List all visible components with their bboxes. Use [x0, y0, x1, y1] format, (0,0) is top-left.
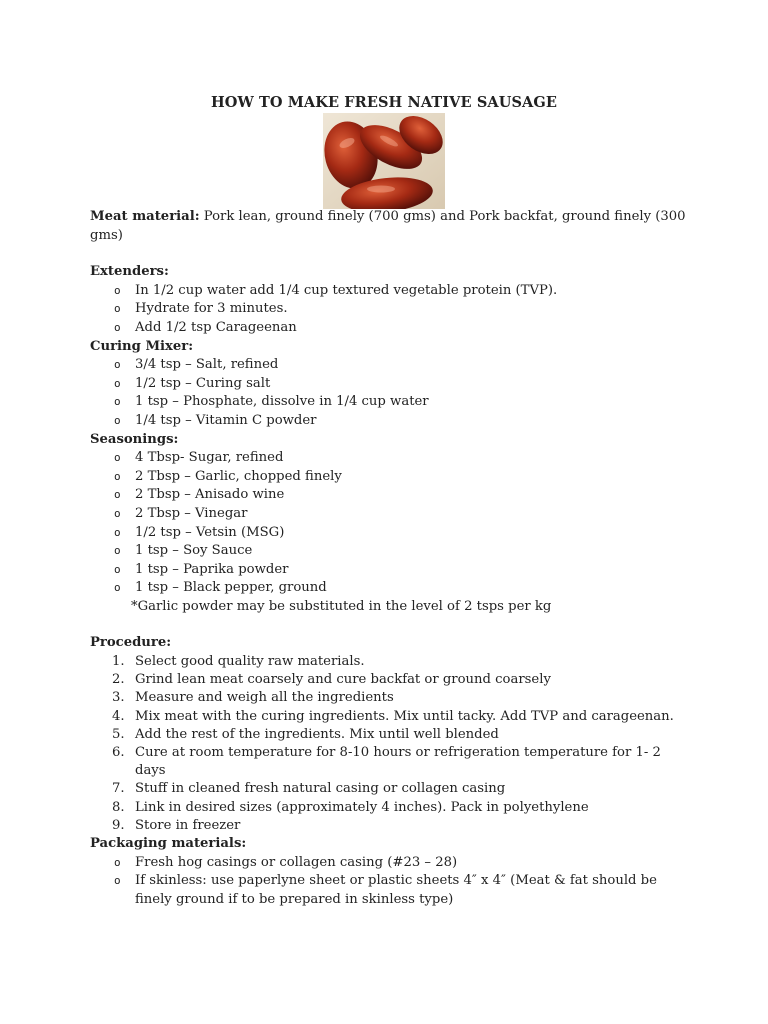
seasonings-list	[90, 449, 690, 598]
list-item: o 2 Tbsp – Vinegar	[90, 505, 690, 524]
step-number: 3.	[112, 690, 125, 706]
step-text: Stuff in cleaned fresh natural casing or collagen casing	[135, 781, 506, 797]
list-item: o In 1/2 cup water add 1/4 cup textured vegetable protein (TVP).	[90, 282, 690, 301]
step-text: Grind lean meat coarsely and cure backfat or ground coarsely	[135, 672, 551, 688]
list-item: o Hydrate for 3 minutes.	[90, 300, 690, 319]
meat-material-text: Pork lean, ground finely (700 gms) and Pork backfat, ground finely (300 gms)	[90, 209, 686, 243]
list-item	[90, 726, 690, 744]
list-item	[90, 689, 690, 707]
list-item: o 1 tsp – Soy Sauce	[90, 542, 690, 561]
list-item: o 1 tsp – Phosphate, dissolve in 1/4 cup water	[90, 393, 690, 412]
extenders-list	[90, 282, 690, 338]
list-item	[90, 780, 690, 798]
list-item	[90, 817, 690, 835]
meat-material-label: Meat material:	[90, 209, 200, 224]
curing-mixer-heading: Curing Mixer:	[90, 338, 194, 354]
step-number: 1.	[112, 654, 125, 670]
sausage-photo	[323, 113, 445, 209]
list-item: o Add 1/2 tsp Carageenan	[90, 319, 690, 338]
curing-mixer-list	[90, 356, 690, 430]
step-number: 9.	[112, 817, 125, 833]
list-item: o 1/2 tsp – Vetsin (MSG)	[90, 524, 690, 543]
spacer	[90, 245, 690, 263]
list-item	[90, 653, 690, 671]
step-number: 8.	[112, 799, 125, 815]
list-item: o Fresh hog casings or collagen casing (#23 – 28)	[90, 854, 690, 873]
step-text: Measure and weigh all the ingredients	[135, 690, 394, 706]
procedure-heading: Procedure:	[90, 635, 172, 651]
step-text: Cure at room temperature for 8-10 hours or refrigeration temperature for 1- 2 days	[135, 745, 661, 779]
list-item: o If skinless: use paperlyne sheet or plastic sheets 4″ x 4″ (Meat & fat should be finely ground if to be prepared in skinless type)	[90, 872, 690, 909]
spacer	[90, 616, 690, 634]
step-text: Select good quality raw materials.	[135, 654, 365, 670]
step-text: Mix meat with the curing ingredients. Mix until tacky. Add TVP and carageenan.	[135, 708, 674, 724]
step-text: Link in desired sizes (approximately 4 inches). Pack in polyethylene	[135, 799, 589, 815]
list-item	[90, 744, 690, 780]
list-item: o 2 Tbsp – Garlic, chopped finely	[90, 468, 690, 487]
list-item	[90, 799, 690, 817]
meat-material-paragraph	[90, 208, 690, 245]
step-number: 4.	[112, 708, 125, 724]
step-text: Store in freezer	[135, 817, 241, 833]
list-item: o 1/4 tsp – Vitamin C powder	[90, 412, 690, 431]
procedure-list	[90, 653, 690, 835]
step-number: 5.	[112, 726, 125, 742]
list-item	[90, 708, 690, 726]
list-item	[90, 671, 690, 689]
list-item: o 1 tsp – Paprika powder	[90, 561, 690, 580]
step-number: 7.	[112, 781, 125, 797]
list-item: o 2 Tbsp – Anisado wine	[90, 486, 690, 505]
list-item: o 4 Tbsp- Sugar, refined	[90, 449, 690, 468]
step-text: Add the rest of the ingredients. Mix until well blended	[135, 726, 499, 742]
list-item: o 1 tsp – Black pepper, ground	[90, 579, 690, 598]
seasonings-heading: Seasonings:	[90, 431, 179, 447]
document-title: HOW TO MAKE FRESH NATIVE SAUSAGE	[210, 94, 558, 111]
step-number: 2.	[112, 672, 125, 688]
step-number: 6.	[112, 745, 125, 761]
list-item: o 3/4 tsp – Salt, refined	[90, 356, 690, 375]
packaging-list	[90, 854, 690, 910]
list-item: o 1/2 tsp – Curing salt	[90, 375, 690, 394]
document-body	[90, 208, 690, 909]
garlic-note: *Garlic powder may be substituted in the level of 2 tsps per kg	[131, 598, 552, 614]
extenders-heading: Extenders:	[90, 264, 169, 280]
packaging-heading: Packaging materials:	[90, 836, 247, 852]
